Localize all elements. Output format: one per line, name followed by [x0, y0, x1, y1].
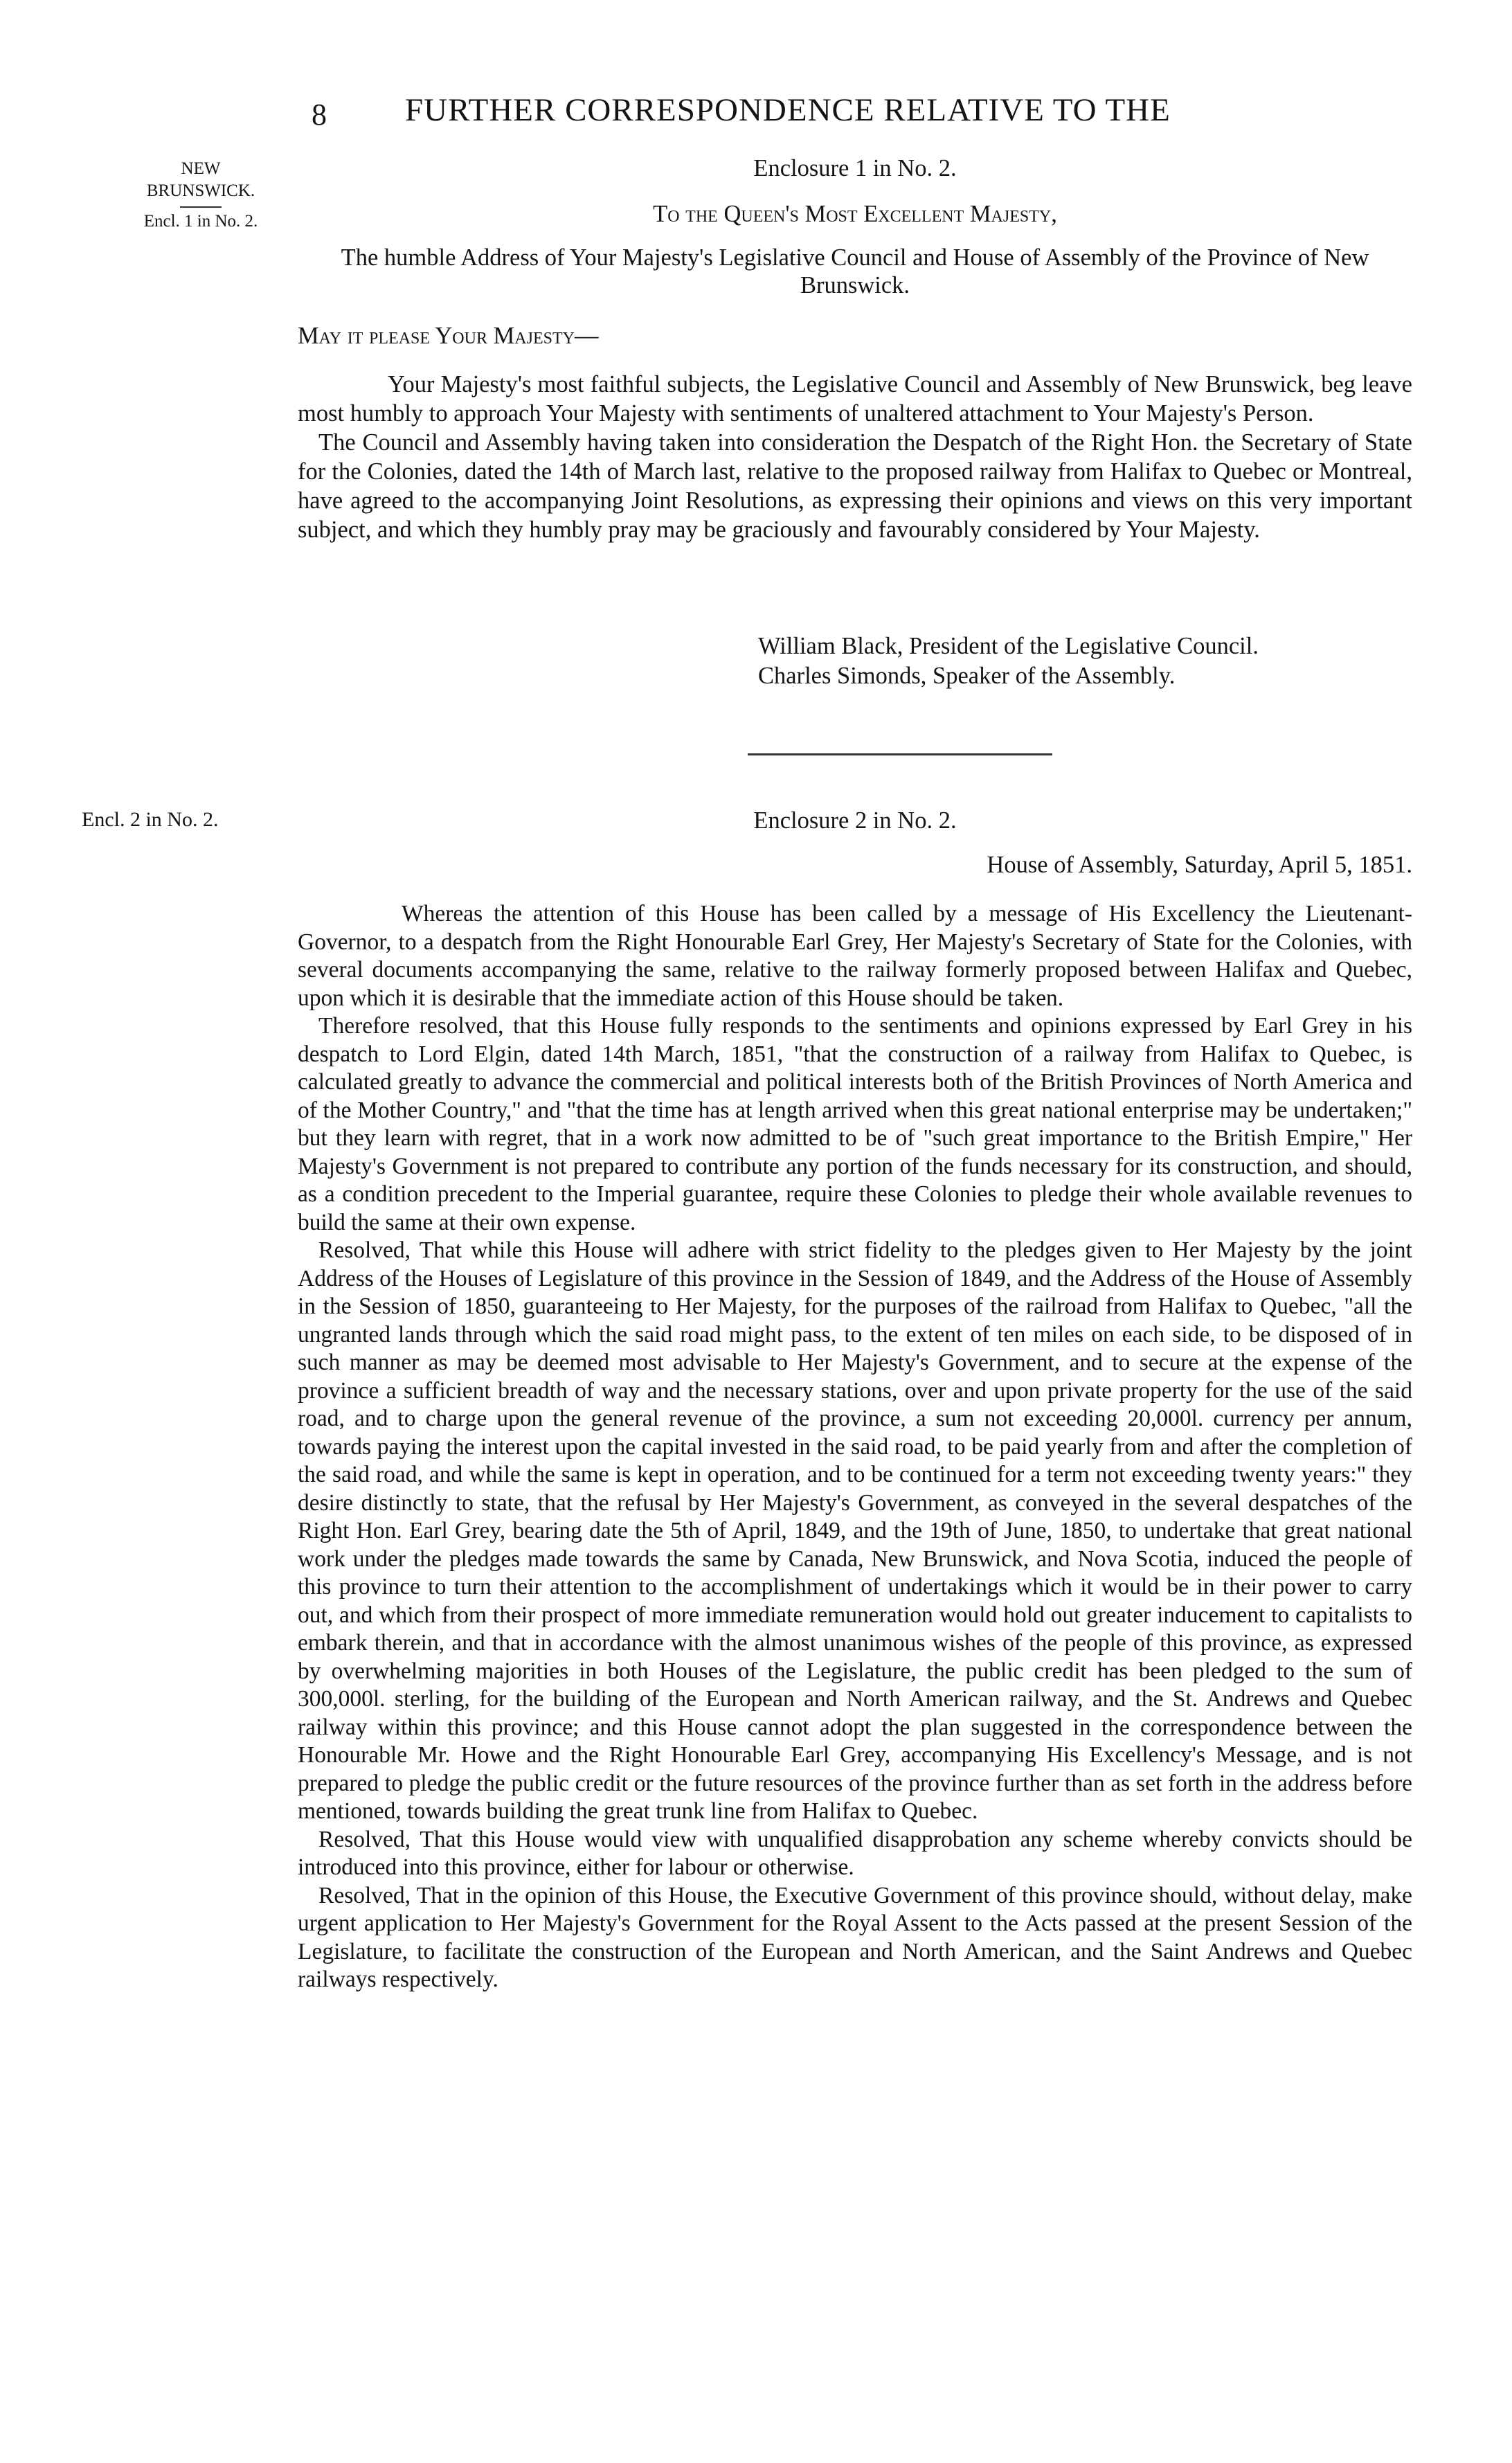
- margin-encl-1-label: Encl. 1 in No. 2.: [143, 212, 258, 231]
- signer-william-black: William Black, President of the Legislative Council.: [758, 633, 1259, 659]
- enclosure2-body: [298, 900, 1412, 1994]
- enclosure2-dateline: House of Assembly, Saturday, April 5, 1851.: [987, 852, 1412, 878]
- signer-charles-simonds: Charles Simonds, Speaker of the Assembly.: [758, 663, 1176, 689]
- margin-rule: [180, 206, 222, 208]
- resolution-paragraph: Whereas the attention of this House has been called by a message of His Excellency the Lieutenant-Governor, to a despatch from the Right Honourable Earl Grey, Her Majesty's Secretary of State for the Colonies, with several documents accompanying the same, relative to the railway formerly proposed between Halifax and Quebec, upon which it is desirable that the immediate action of this House should be taken.: [298, 901, 1412, 1011]
- section-divider: [748, 753, 1052, 755]
- margin-encl-2-label: Encl. 2 in No. 2.: [82, 808, 219, 831]
- enclosure1-body: [298, 370, 1412, 544]
- resolution-paragraph: Therefore resolved, that this House fully responds to the sentiments and opinions expressed by Earl Grey in his despatch to Lord Elgin, dated 14th March, 1851, "that the construction of a railway from Halifax to Quebec, is calculated greatly to advance the commercial and political interests both of the British Provinces of North America and of the Mother Country," and "that the time has at length arrived when this great national enterprise may be undertaken;" but they learn with regret, that in a work now admitted to be of "such great importance to the British Empire," Her Majesty's Government is not prepared to contribute any portion of the funds necessary for its construction, and should, as a condition precedent to the Imperial guarantee, require these Colonies to pledge their whole available revenues to build the same at their own expense.: [298, 1013, 1412, 1235]
- margin-province-line2: BRUNSWICK.: [146, 181, 255, 200]
- enclosure1-salutation: May it please Your Majesty—: [298, 323, 599, 349]
- margin-province-line1: NEW: [181, 159, 221, 178]
- enclosure1-subtitle: The humble Address of Your Majesty's Legislative Council and House of Assembly of the Province of New Brunswick.: [341, 244, 1369, 298]
- running-title: FURTHER CORRESPONDENCE RELATIVE TO THE: [405, 92, 1171, 128]
- resolution-paragraph: Resolved, That this House would view with unqualified disapprobation any scheme whereby convicts should be introduced into this province, either for labour or otherwise.: [298, 1826, 1412, 1880]
- enclosure1-paragraph: Your Majesty's most faithful subjects, the Legislative Council and Assembly of New Brunswick, beg leave most humbly to approach Your Majesty with sentiments of unaltered attachment to Your Majesty's Person.: [298, 371, 1412, 427]
- enclosure1-paragraph: The Council and Assembly having taken into consideration the Despatch of the Right Hon. the Secretary of State for the Colonies, dated the 14th of March last, relative to the proposed railway from Halifax to Quebec or Montreal, have agreed to the accompanying Joint Resolutions, as expressing their opinions and views on this very important subject, and which they humbly pray may be graciously and favourably considered by Your Majesty.: [298, 429, 1412, 543]
- resolution-paragraph: Resolved, That while this House will adhere with strict fidelity to the pledges given to Her Majesty by the joint Address of the Houses of Legislature of this province in the Session of 1849, and the Address of the House of Assembly in the Session of 1850, guaranteeing to Her Majesty, for the purposes of the railroad from Halifax to Quebec, "all the ungranted lands through which the said road might pass, to the extent of ten miles on each side, to be disposed of in such manner as may be deemed most advisable to Her Majesty's Government, and to secure at the expense of the province a sufficient breadth of way and the necessary stations, over and upon private property for the use of the said road, and to charge upon the general revenue of the province, a sum not exceeding 20,000l. currency per annum, towards paying the interest upon the capital invested in the said road, to be paid yearly from and after the completion of the said road, and while the same is kept in operation, and to be continued for a term not exceeding twenty years:" they desire distinctly to state, that the refusal by Her Majesty's Government, as conveyed in the several despatches of the Right Hon. Earl Grey, bearing date the 5th of April, 1849, and the 19th of June, 1850, to undertake that great national work under the pledges made towards the same by Canada, New Brunswick, and Nova Scotia, induced the people of this province to turn their attention to the accomplishment of undertakings which it would be in their power to carry out, and which from their prospect of more immediate remuneration would hold out greater inducement to capitalists to embark therein, and that in accordance with the almost unanimous wishes of the people of this province, as expressed by overwhelming majorities in both Houses of the Legislature, the public credit has been pledged to the sum of 300,000l. sterling, for the building of the European and North American railway, and the St. Andrews and Quebec railway within this province; and this House cannot adopt the plan suggested in the correspondence between the Honourable Mr. Howe and the Right Honourable Earl Grey, accompanying His Excellency's Message, and is not prepared to pledge the public credit or the future resources of the province further than as set forth in the address before mentioned, towards building the great trunk line from Halifax to Quebec.: [298, 1237, 1412, 1824]
- enclosure1-heading: Enclosure 1 in No. 2.: [753, 155, 957, 181]
- enclosure1-addressee: To the Queen's Most Excellent Majesty,: [653, 201, 1057, 227]
- signatories: [758, 632, 1423, 691]
- resolution-paragraph: Resolved, That in the opinion of this House, the Executive Government of this province should, without delay, make urgent application to Her Majesty's Government for the Royal Assent to the Acts passed at the present Session of the Legislature, to facilitate the construction of the European and North American, and the Saint Andrews and Quebec railways respectively.: [298, 1882, 1412, 1992]
- margin-note-encl-1: [104, 158, 298, 233]
- page-number: 8: [312, 98, 327, 132]
- enclosure2-heading: Enclosure 2 in No. 2.: [753, 807, 957, 834]
